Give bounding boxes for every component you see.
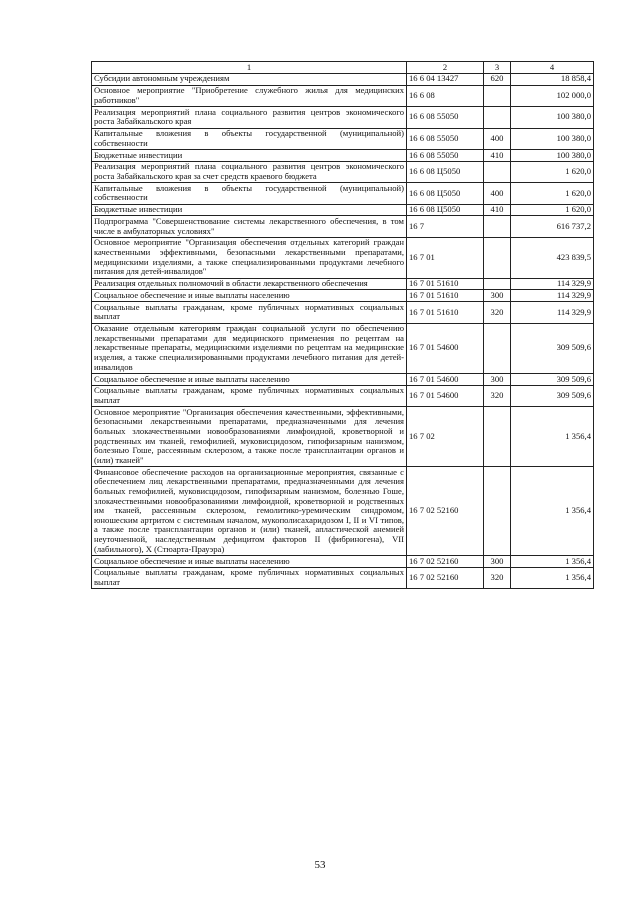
row-sum-cell: 100 380,0	[511, 149, 594, 161]
row-vr-cell: 410	[484, 149, 511, 161]
header-col-1: 1	[92, 62, 407, 74]
row-name-cell: Реализация мероприятий плана социального развития центров экономического роста Забайкальского края	[92, 107, 407, 128]
row-sum-cell: 309 509,6	[511, 323, 594, 373]
header-col-4: 4	[511, 62, 594, 74]
table-row	[92, 467, 594, 556]
table-row	[92, 183, 594, 204]
row-code-cell: 16 7 01 54600	[407, 373, 484, 385]
row-vr-cell	[484, 467, 511, 556]
table-row	[92, 85, 594, 106]
row-name-cell: Бюджетные инвестиции	[92, 149, 407, 161]
row-name-cell: Социальные выплаты гражданам, кроме публичных нормативных социальных выплат	[92, 302, 407, 323]
table-row	[92, 385, 594, 406]
row-vr-cell	[484, 107, 511, 128]
page-number: 53	[314, 859, 326, 871]
row-code-cell: 16 7 01 51610	[407, 278, 484, 290]
table-row	[92, 278, 594, 290]
row-sum-cell: 1 356,4	[511, 467, 594, 556]
row-sum-cell: 1 620,0	[511, 183, 594, 204]
row-name-cell: Основное мероприятие "Организация обеспечения отдельных категорий граждан качественными эффективными, безопасными лекарственными препаратами, медицинскими изделиями, а также специализированными продуктами лечебного питания для детей-инвалидов"	[92, 237, 407, 278]
row-name-cell: Подпрограмма "Совершенствование системы лекарственного обеспечения, в том числе в амбулаторных условиях"	[92, 216, 407, 237]
row-vr-cell	[484, 237, 511, 278]
row-vr-cell: 410	[484, 204, 511, 216]
table-row	[92, 128, 594, 149]
row-vr-cell: 400	[484, 183, 511, 204]
row-vr-cell	[484, 85, 511, 106]
row-name-cell: Социальные выплаты гражданам, кроме публичных нормативных социальных выплат	[92, 567, 407, 588]
row-vr-cell	[484, 161, 511, 182]
row-vr-cell: 320	[484, 567, 511, 588]
row-sum-cell: 100 380,0	[511, 128, 594, 149]
row-name-cell: Социальное обеспечение и иные выплаты населению	[92, 555, 407, 567]
row-name-cell: Бюджетные инвестиции	[92, 204, 407, 216]
row-sum-cell: 18 858,4	[511, 73, 594, 85]
table-row	[92, 290, 594, 302]
table-row	[92, 204, 594, 216]
row-name-cell: Финансовое обеспечение расходов на организационные мероприятия, связанные с обеспечением лиц лекарственными препаратами, предназначенными для лечения больных гемофилией, муковисцидозом, гипофизарным нанизмом, болезнью Гоше, злокачественными новообразованиями лимфоидной, кроветворной и родственных им тканей, рассеянным склерозом, гемолитико-уремическим синдромом, юношеским артритом с системным началом, мукополисахаридозом I, II и VI типов, а также после трансплантации органов и (или) тканей, апластической анемией неуточненной, наследственным дефицитом факторов II (фибриногена), VII (лабильного), X (Стюарта-Прауэра)	[92, 467, 407, 556]
table-row	[92, 567, 594, 588]
row-code-cell: 16 7 01 51610	[407, 302, 484, 323]
row-name-cell: Реализация отдельных полномочий в области лекарственного обеспечения	[92, 278, 407, 290]
table-row	[92, 407, 594, 467]
row-code-cell: 16 6 08 55050	[407, 128, 484, 149]
row-code-cell: 16 7	[407, 216, 484, 237]
row-vr-cell: 620	[484, 73, 511, 85]
row-name-cell: Социальное обеспечение и иные выплаты населению	[92, 373, 407, 385]
header-col-3: 3	[484, 62, 511, 74]
row-code-cell: 16 6 08 Ц5050	[407, 183, 484, 204]
row-name-cell: Социальное обеспечение и иные выплаты населению	[92, 290, 407, 302]
row-code-cell: 16 6 08 55050	[407, 107, 484, 128]
row-code-cell: 16 7 01 54600	[407, 323, 484, 373]
row-sum-cell: 114 329,9	[511, 278, 594, 290]
table-row	[92, 237, 594, 278]
row-code-cell: 16 7 01	[407, 237, 484, 278]
row-vr-cell	[484, 323, 511, 373]
row-name-cell: Основное мероприятие "Приобретение служебного жилья для медицинских работников"	[92, 85, 407, 106]
budget-table	[91, 61, 594, 589]
row-name-cell: Оказание отдельным категориям граждан социальной услуги по обеспечению лекарственными препаратами для медицинского применения по рецептам на лекарственные препараты, медицинскими изделиями по рецептам на медицинские изделия, а также специализированными продуктами лечебного питания для детей-инвалидов	[92, 323, 407, 373]
row-code-cell: 16 6 04 13427	[407, 73, 484, 85]
row-name-cell: Субсидии автономным учреждениям	[92, 73, 407, 85]
row-sum-cell: 1 620,0	[511, 204, 594, 216]
table-row	[92, 161, 594, 182]
row-vr-cell	[484, 407, 511, 467]
row-code-cell: 16 7 02 52160	[407, 467, 484, 556]
table-row	[92, 302, 594, 323]
table-row	[92, 373, 594, 385]
table-row	[92, 107, 594, 128]
row-sum-cell: 309 509,6	[511, 385, 594, 406]
row-sum-cell: 1 356,4	[511, 555, 594, 567]
row-sum-cell: 1 356,4	[511, 407, 594, 467]
row-vr-cell: 320	[484, 302, 511, 323]
table-header-row	[92, 62, 594, 74]
row-code-cell: 16 7 02	[407, 407, 484, 467]
row-code-cell: 16 6 08 55050	[407, 149, 484, 161]
table-row	[92, 555, 594, 567]
row-name-cell: Социальные выплаты гражданам, кроме публичных нормативных социальных выплат	[92, 385, 407, 406]
row-code-cell: 16 7 01 51610	[407, 290, 484, 302]
table-row	[92, 323, 594, 373]
row-name-cell: Капитальные вложения в объекты государственной (муниципальной) собственности	[92, 128, 407, 149]
row-sum-cell: 114 329,9	[511, 290, 594, 302]
row-code-cell: 16 6 08	[407, 85, 484, 106]
table-row	[92, 149, 594, 161]
row-vr-cell: 300	[484, 373, 511, 385]
row-vr-cell: 400	[484, 128, 511, 149]
row-sum-cell: 1 356,4	[511, 567, 594, 588]
row-vr-cell: 320	[484, 385, 511, 406]
row-code-cell: 16 6 08 Ц5050	[407, 161, 484, 182]
row-code-cell: 16 7 02 52160	[407, 555, 484, 567]
row-sum-cell: 114 329,9	[511, 302, 594, 323]
header-col-2: 2	[407, 62, 484, 74]
row-code-cell: 16 7 01 54600	[407, 385, 484, 406]
table-row	[92, 73, 594, 85]
row-vr-cell: 300	[484, 290, 511, 302]
table-body	[92, 73, 594, 588]
row-vr-cell: 300	[484, 555, 511, 567]
row-sum-cell: 423 839,5	[511, 237, 594, 278]
row-vr-cell	[484, 216, 511, 237]
row-sum-cell: 1 620,0	[511, 161, 594, 182]
row-sum-cell: 616 737,2	[511, 216, 594, 237]
row-sum-cell: 100 380,0	[511, 107, 594, 128]
row-code-cell: 16 7 02 52160	[407, 567, 484, 588]
row-name-cell: Основное мероприятие "Организация обеспечения качественными, эффективными, безопасными лекарственными препаратами, предназначенными для лечения больных злокачественными новообразованиями лимфоидной, кроветворной и родственных им тканей, гемофилией, муковисцидозом, гипофизарным нанизмом, болезнью Гоше, рассеянным склерозом, а также после трансплантации органов и (или) тканей"	[92, 407, 407, 467]
row-code-cell: 16 6 08 Ц5050	[407, 204, 484, 216]
row-sum-cell: 309 509,6	[511, 373, 594, 385]
row-name-cell: Реализация мероприятий плана социального развития центров экономического роста Забайкальского края за счет средств краевого бюджета	[92, 161, 407, 182]
row-vr-cell	[484, 278, 511, 290]
row-sum-cell: 102 000,0	[511, 85, 594, 106]
table-row	[92, 216, 594, 237]
row-name-cell: Капитальные вложения в объекты государственной (муниципальной) собственности	[92, 183, 407, 204]
